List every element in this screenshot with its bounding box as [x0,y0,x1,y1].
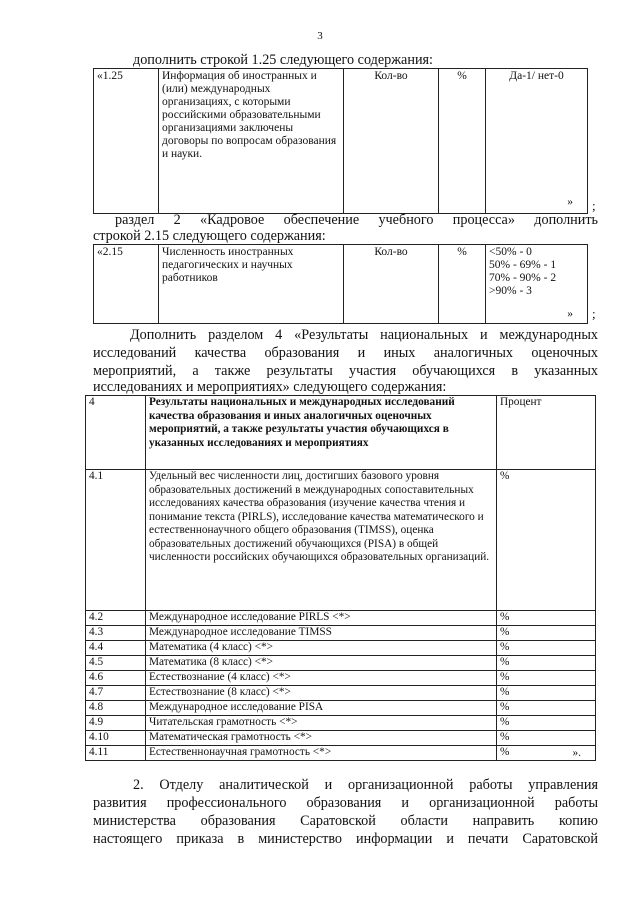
table-row-number: 4.7 [86,686,146,701]
table-row-unit: % [497,656,596,671]
table-row-number: 4.3 [86,626,146,641]
table-row-number: 4.10 [86,731,146,746]
value-line: 50% - 69% - 1 [489,259,557,271]
table-row-unit: % [497,641,596,656]
table-row-unit: % [500,746,510,758]
row-number: «1.25 [94,69,159,214]
table-row-text: Международное исследование PISA [146,701,497,716]
table-row-number: 4.5 [86,656,146,671]
closing-quote: » [567,308,573,320]
row-number: «2.15 [94,245,159,324]
row-unit: Кол-во [344,69,439,214]
table-row-text: Международное исследование TIMSS [146,626,497,641]
intro-line-3: Дополнить разделом 4 «Результаты национальных и международных [130,327,598,343]
table-row-text: Естественнонаучная грамотность <*> [146,746,497,761]
table-row-number: 4.2 [86,611,146,626]
intro-line-2b: строкой 2.15 следующего содержания: [93,228,326,244]
row-number: 4.1 [86,470,146,611]
header-number: 4 [86,396,146,470]
intro-line-3: исследованиях и мероприятиях» следующего содержания: [93,379,447,395]
table-row-number: 4.4 [86,641,146,656]
table-row-text: Международное исследование PIRLS <*> [146,611,497,626]
table-row-number: 4.6 [86,671,146,686]
row-value-cell [486,69,588,214]
row-measure: % [439,245,486,324]
intro-line-2: раздел 2 «Кадровое обеспечение учебного процесса» дополнить [115,212,598,228]
row-text: Информация об иностранных и (или) международных организациях, с которыми российскими образовательными организациями заключены договоры по вопросам образования и науки. [159,69,344,214]
row-text: Численность иностранных педагогических и научных работников [159,245,344,324]
table-row-unit: % [497,611,596,626]
table-row-2-15 [93,244,588,324]
row-values-cell [486,245,588,324]
paragraph-2-line: 2. Отделу аналитической и организационной работы управления [133,777,598,793]
table-row-text: Естествознание (8 класс) <*> [146,686,497,701]
header-unit: Процент [497,396,596,470]
table-row-number: 4.11 [86,746,146,761]
row-unit: % [497,470,596,611]
table-row-number: 4.8 [86,701,146,716]
value-line: 70% - 90% - 2 [489,272,557,284]
row-unit: Кол-во [344,245,439,324]
semicolon: ; [592,198,596,213]
table-row-unit: % [497,716,596,731]
value-line: >90% - 3 [489,285,532,297]
table-row-unit: % [497,731,596,746]
row-value: Да-1/ нет-0 [509,70,564,82]
table-row-number: 4.9 [86,716,146,731]
table-row-unit: % [497,701,596,716]
table-row-text: Математика (4 класс) <*> [146,641,497,656]
closing-quote: » [567,196,573,208]
row-measure: % [439,69,486,214]
value-line: <50% - 0 [489,246,532,258]
table-row-text: Математическая грамотность <*> [146,731,497,746]
results-table [85,395,596,761]
table-row-unit: % [497,686,596,701]
table-row-unit-cell [497,746,596,761]
table-row-unit: % [497,671,596,686]
paragraph-2-line: настоящего приказа в министерство информации и печати Саратовской [93,831,598,847]
table-row-1-25 [93,68,588,214]
table-row-text: Математика (8 класс) <*> [146,656,497,671]
paragraph-2-line: министерства образования Саратовской области направить копию [93,813,598,829]
table-row-unit: % [497,626,596,641]
intro-line-3: исследований качества образования и иных аналогичных оценочных [93,345,598,361]
page-number: 3 [317,30,323,42]
intro-line-3: мероприятий, а также результаты участия обучающихся в указанных [93,363,598,379]
table-row-text: Читательская грамотность <*> [146,716,497,731]
semicolon: ; [592,306,596,321]
paragraph-2-line: развития профессионального образования и организационной работы [93,795,598,811]
table-row-text: Естествознание (4 класс) <*> [146,671,497,686]
row-text: Удельный вес численности лиц, достигших базового уровня образовательных достижений в международных сопоставительных исследованиях качества образования (изучение качества чтения и понимание текста (PIRLS), исследование качества математического и естественнонаучного общего образования (TIMSS), оценка образовательных достижений обучающихся (PISA) в общей численности российских обучающихся образовательных организаций. [146,470,497,611]
intro-line-1: дополнить строкой 1.25 следующего содержания: [133,52,434,68]
closing-quote: ». [572,747,581,759]
header-text: Результаты национальных и международных исследований качества образования и иных аналогичных оценочных мероприятий, а также результаты участия обучающихся в указанных исследованиях и мероприятиях [146,396,497,470]
